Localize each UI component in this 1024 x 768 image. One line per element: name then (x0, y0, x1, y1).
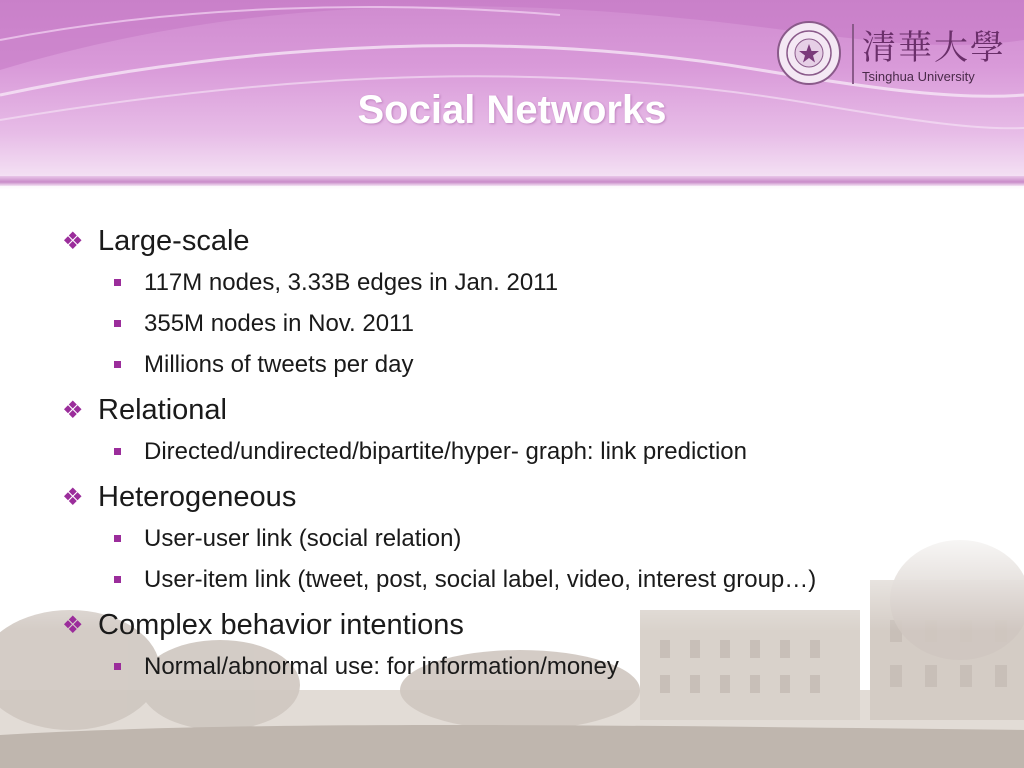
bullet-heterogeneous (62, 476, 1002, 518)
bullet-text: Large-scale (98, 224, 250, 257)
sub-bullet-text: User-user link (social relation) (144, 524, 462, 552)
university-logo (776, 20, 1006, 90)
bullet-text: Relational (98, 393, 227, 426)
bullet-large-scale (62, 220, 1002, 262)
sub-bullet (62, 262, 1002, 303)
bullet-relational (62, 389, 1002, 431)
square-bullet-icon (114, 320, 121, 327)
logo-divider (852, 24, 854, 84)
sub-bullet-text: 355M nodes in Nov. 2011 (144, 309, 414, 337)
bullet-list (62, 220, 1002, 687)
sub-bullet-text: Millions of tweets per day (144, 350, 414, 378)
diamond-bullet-icon: ❖ (62, 483, 84, 511)
university-seal-icon (776, 20, 842, 86)
sub-bullet (62, 559, 1002, 600)
square-bullet-icon (114, 448, 121, 455)
diamond-bullet-icon: ❖ (62, 227, 84, 255)
sub-bullet (62, 646, 1002, 687)
sub-bullet-text: Directed/undirected/bipartite/hyper- graph: link prediction (144, 437, 747, 465)
square-bullet-icon (114, 279, 121, 286)
sub-bullet (62, 518, 1002, 559)
bullet-text: Heterogeneous (98, 480, 297, 513)
logo-university-name: Tsinghua University (862, 69, 975, 84)
diamond-bullet-icon: ❖ (62, 396, 84, 424)
logo-cjk-text: 清華大學 (862, 28, 1006, 68)
header-band (0, 176, 1024, 186)
square-bullet-icon (114, 361, 121, 368)
sub-bullet (62, 344, 1002, 385)
sub-bullet (62, 303, 1002, 344)
sub-bullet-text: Normal/abnormal use: for information/money (144, 652, 619, 680)
sub-bullet (62, 431, 1002, 472)
diamond-bullet-icon: ❖ (62, 611, 84, 639)
square-bullet-icon (114, 663, 121, 670)
bullet-complex-behavior (62, 604, 1002, 646)
sub-bullet-text: User-item link (tweet, post, social label, video, interest group…) (144, 565, 817, 593)
square-bullet-icon (114, 535, 121, 542)
sub-bullet-text: 117M nodes, 3.33B edges in Jan. 2011 (144, 268, 559, 296)
slide-header (0, 0, 1024, 190)
slide-title: Social Networks (357, 88, 667, 132)
bullet-text: Complex behavior intentions (98, 608, 464, 641)
square-bullet-icon (114, 576, 121, 583)
